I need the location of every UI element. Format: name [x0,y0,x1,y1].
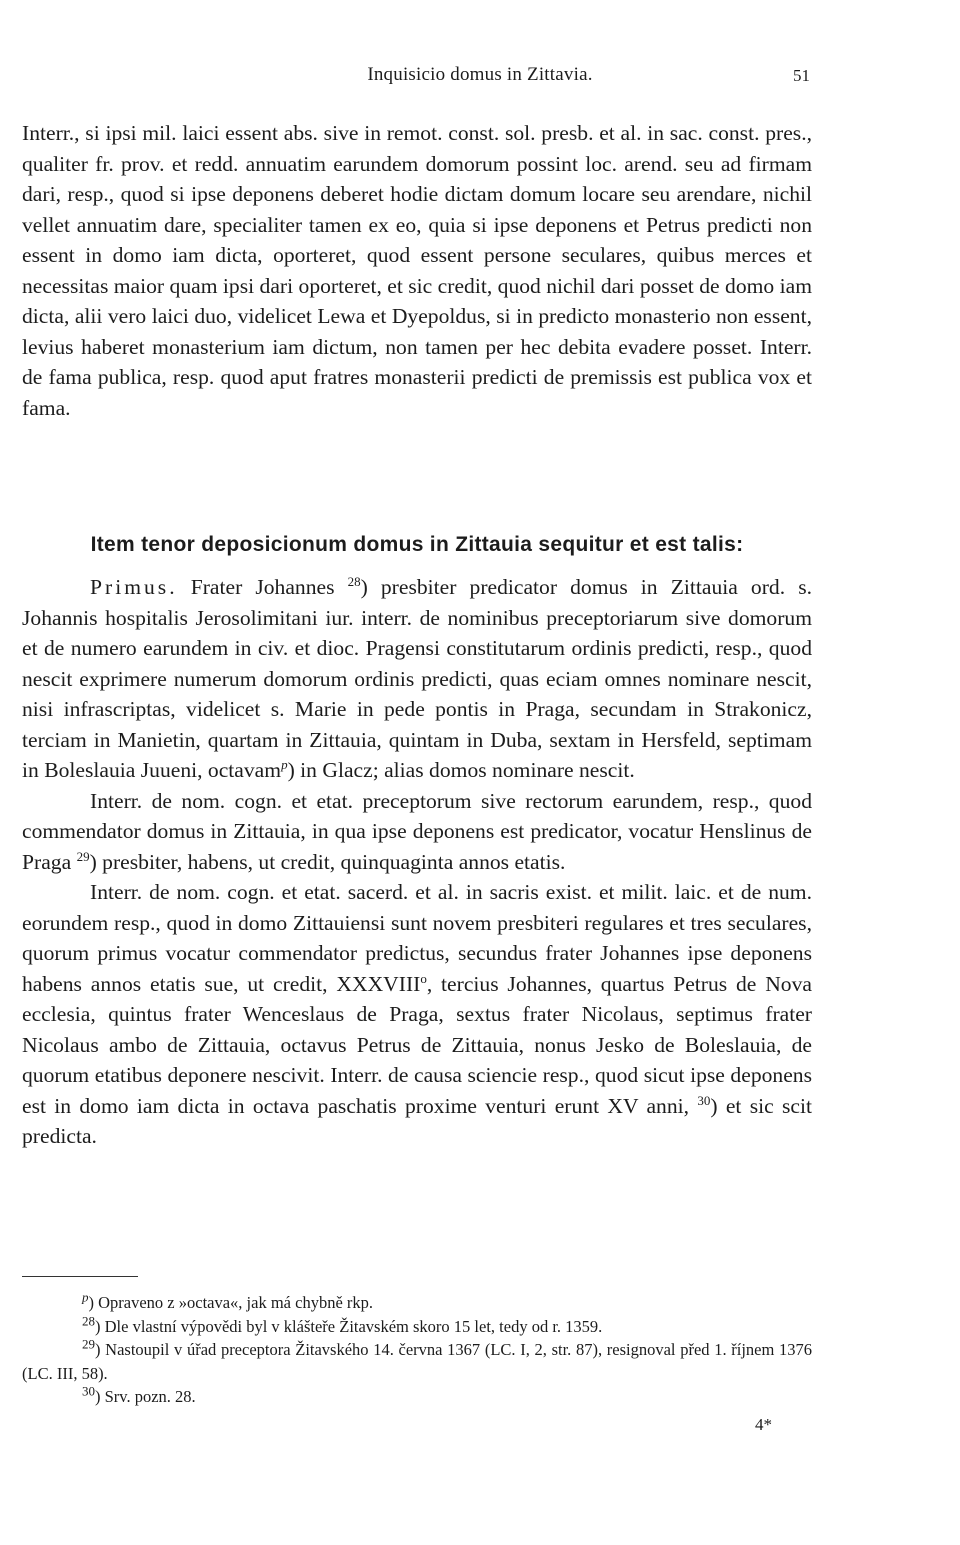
primus-text-b: ) presbiter predicator domus in Zittauia ord. s. Johannis hospitalis Jerosolimitani iur. interr. de nominibus preceptoriarum sive domorum et de numero earundem in civ. et dioc. Pragensi constitutarum ordinis predicti, resp., quod nescit exprimere numerum domorum ordinis predicti, quas eciam omnes nominare nescit, nisi infrascriptas, videlicet s. Marie in pede pontis in Praga, secundam in Strakonicz, terciam in Manietin, quartam in Zittauia, quintam in Duba, sextam in Hersfeld, septimam in Boleslauia Juueni, octavam [22,575,813,782]
paragraph-preceptors-text-b: ) presbiter, habens, ut credit, quinquaginta annos etatis. [89,849,566,874]
paragraph-preceptors [22,786,812,878]
primus-text-c: ) in Glacz; alias domos nominare nescit. [287,758,635,782]
running-title: Inquisicio domus in Zittavia. [367,64,593,85]
footnote-text: ) Srv. pozn. 28. [95,1387,196,1406]
primus-label: Primus. [90,575,178,599]
paragraph-priests-text-b: , tercius Johannes, quartus Petrus de Nova ecclesia, quintus frater Wenceslaus de Praga, sextus frater Nicolaus, septimus frater Nicolaus ambo de Zittauia, octavus Petrus de Zittauia, nonus Jesko de Boleslauia, de quorum etatibus deponere nescivit. Interr. de causa sciencie resp., quod sicut ipse deponens est in domo iam dicta in octava paschatis proxime venturi erunt XV anni, [22,971,812,1118]
footnote-divider [22,1276,138,1277]
page-number: 51 [793,66,810,85]
footnote-text: ) Nastoupil v úřad preceptora Žitavského 14. června 1367 (LC. I, 2, str. 87), resignoval před 1. říjnem 1376 (LC. III, 58). [22,1340,812,1383]
paragraph-1 [22,118,812,423]
section-heading: Item tenor deposicionum domus in Zittauia sequitur et est talis: [90,533,744,556]
footnote-text: ) Dle vlastní výpovědi byl v klášteře Žitavském skoro 15 let, tedy od r. 1359. [95,1316,603,1336]
footnote-ref-p: p [281,756,288,772]
paragraph-priests-text-c: ) et sic scit predicta. [22,1093,812,1148]
paragraph-1-text: Interr., si ipsi mil. laici essent abs. sive in remot. const. sol. presb. et al. in sac. const. pres., qualiter fr. prov. et redd. annuatim earundem domorum possint loc. arend. seu ad firmam dari, resp., quod si ipse deponens deberet hodie dictam domum locare seu arendare, nichil vellet annuatim dare, specialiter tamen ex eo, quia si ipse deponens et Petrus predicti non essent in domo iam dicta, oporteret, quod essent persone seculares, quibus merces et necessitas maior quam ipsi dari oporteret, et sic credit, quod nichil dari posset de domo iam dicta, alii vero laici duo, videlicet Lewa et Dyepoldus, si in predicto monasterio non essent, levius haberet monasterium iam dictum, non tamen per hec debita evadere posset. Interr. de fama publica, resp. quod aput fratres monasterii predicti de premissis est publica vox et fama. [22,121,812,420]
footnote-marker: p [82,1289,89,1305]
footnote-30 [22,1385,812,1409]
footnote-29 [22,1338,812,1385]
footnote-ref-28: 28 [347,573,361,589]
ordinal-mark: o [420,970,427,986]
footnotes [22,1291,812,1409]
footnote-ref-30: 30 [697,1092,711,1108]
footnote-marker: 28 [82,1313,95,1328]
paragraph-preceptors-text-a: Interr. de nom. cogn. et etat. preceptorum sive rectorum earundem, resp., quod commendator domus in Zittauia, in qua ipse deponens est predicator, vocatur Henslinus de Praga [22,788,812,874]
primus-text-a: Frater Johannes [177,575,348,599]
footnote-p [22,1291,812,1315]
footnote-marker: 29 [82,1336,95,1352]
paragraph-primus [22,572,812,786]
paragraph-priests [22,877,812,1152]
page-header [0,62,960,90]
signature-mark: 4* [755,1415,772,1434]
footnote-text: ) Opraveno z »octava«, jak má chybně rkp. [88,1293,374,1312]
paragraph-priests-text-a: Interr. de nom. cogn. et etat. sacerd. et al. in sacris exist. et milit. laic. et de num. eorundem resp., quod in domo Zittauiensi sunt novem presbiteri regulares et tres seculares, quorum primus vocatur commendator predictus, secundus frater Johannes ipse deponens habens annos etatis sue, ut credit, XXXVIII [22,880,812,996]
footnote-ref-29: 29 [76,848,90,864]
footnote-28 [22,1315,812,1339]
footnote-marker: 30 [82,1383,95,1399]
deposition-section [22,572,812,1152]
